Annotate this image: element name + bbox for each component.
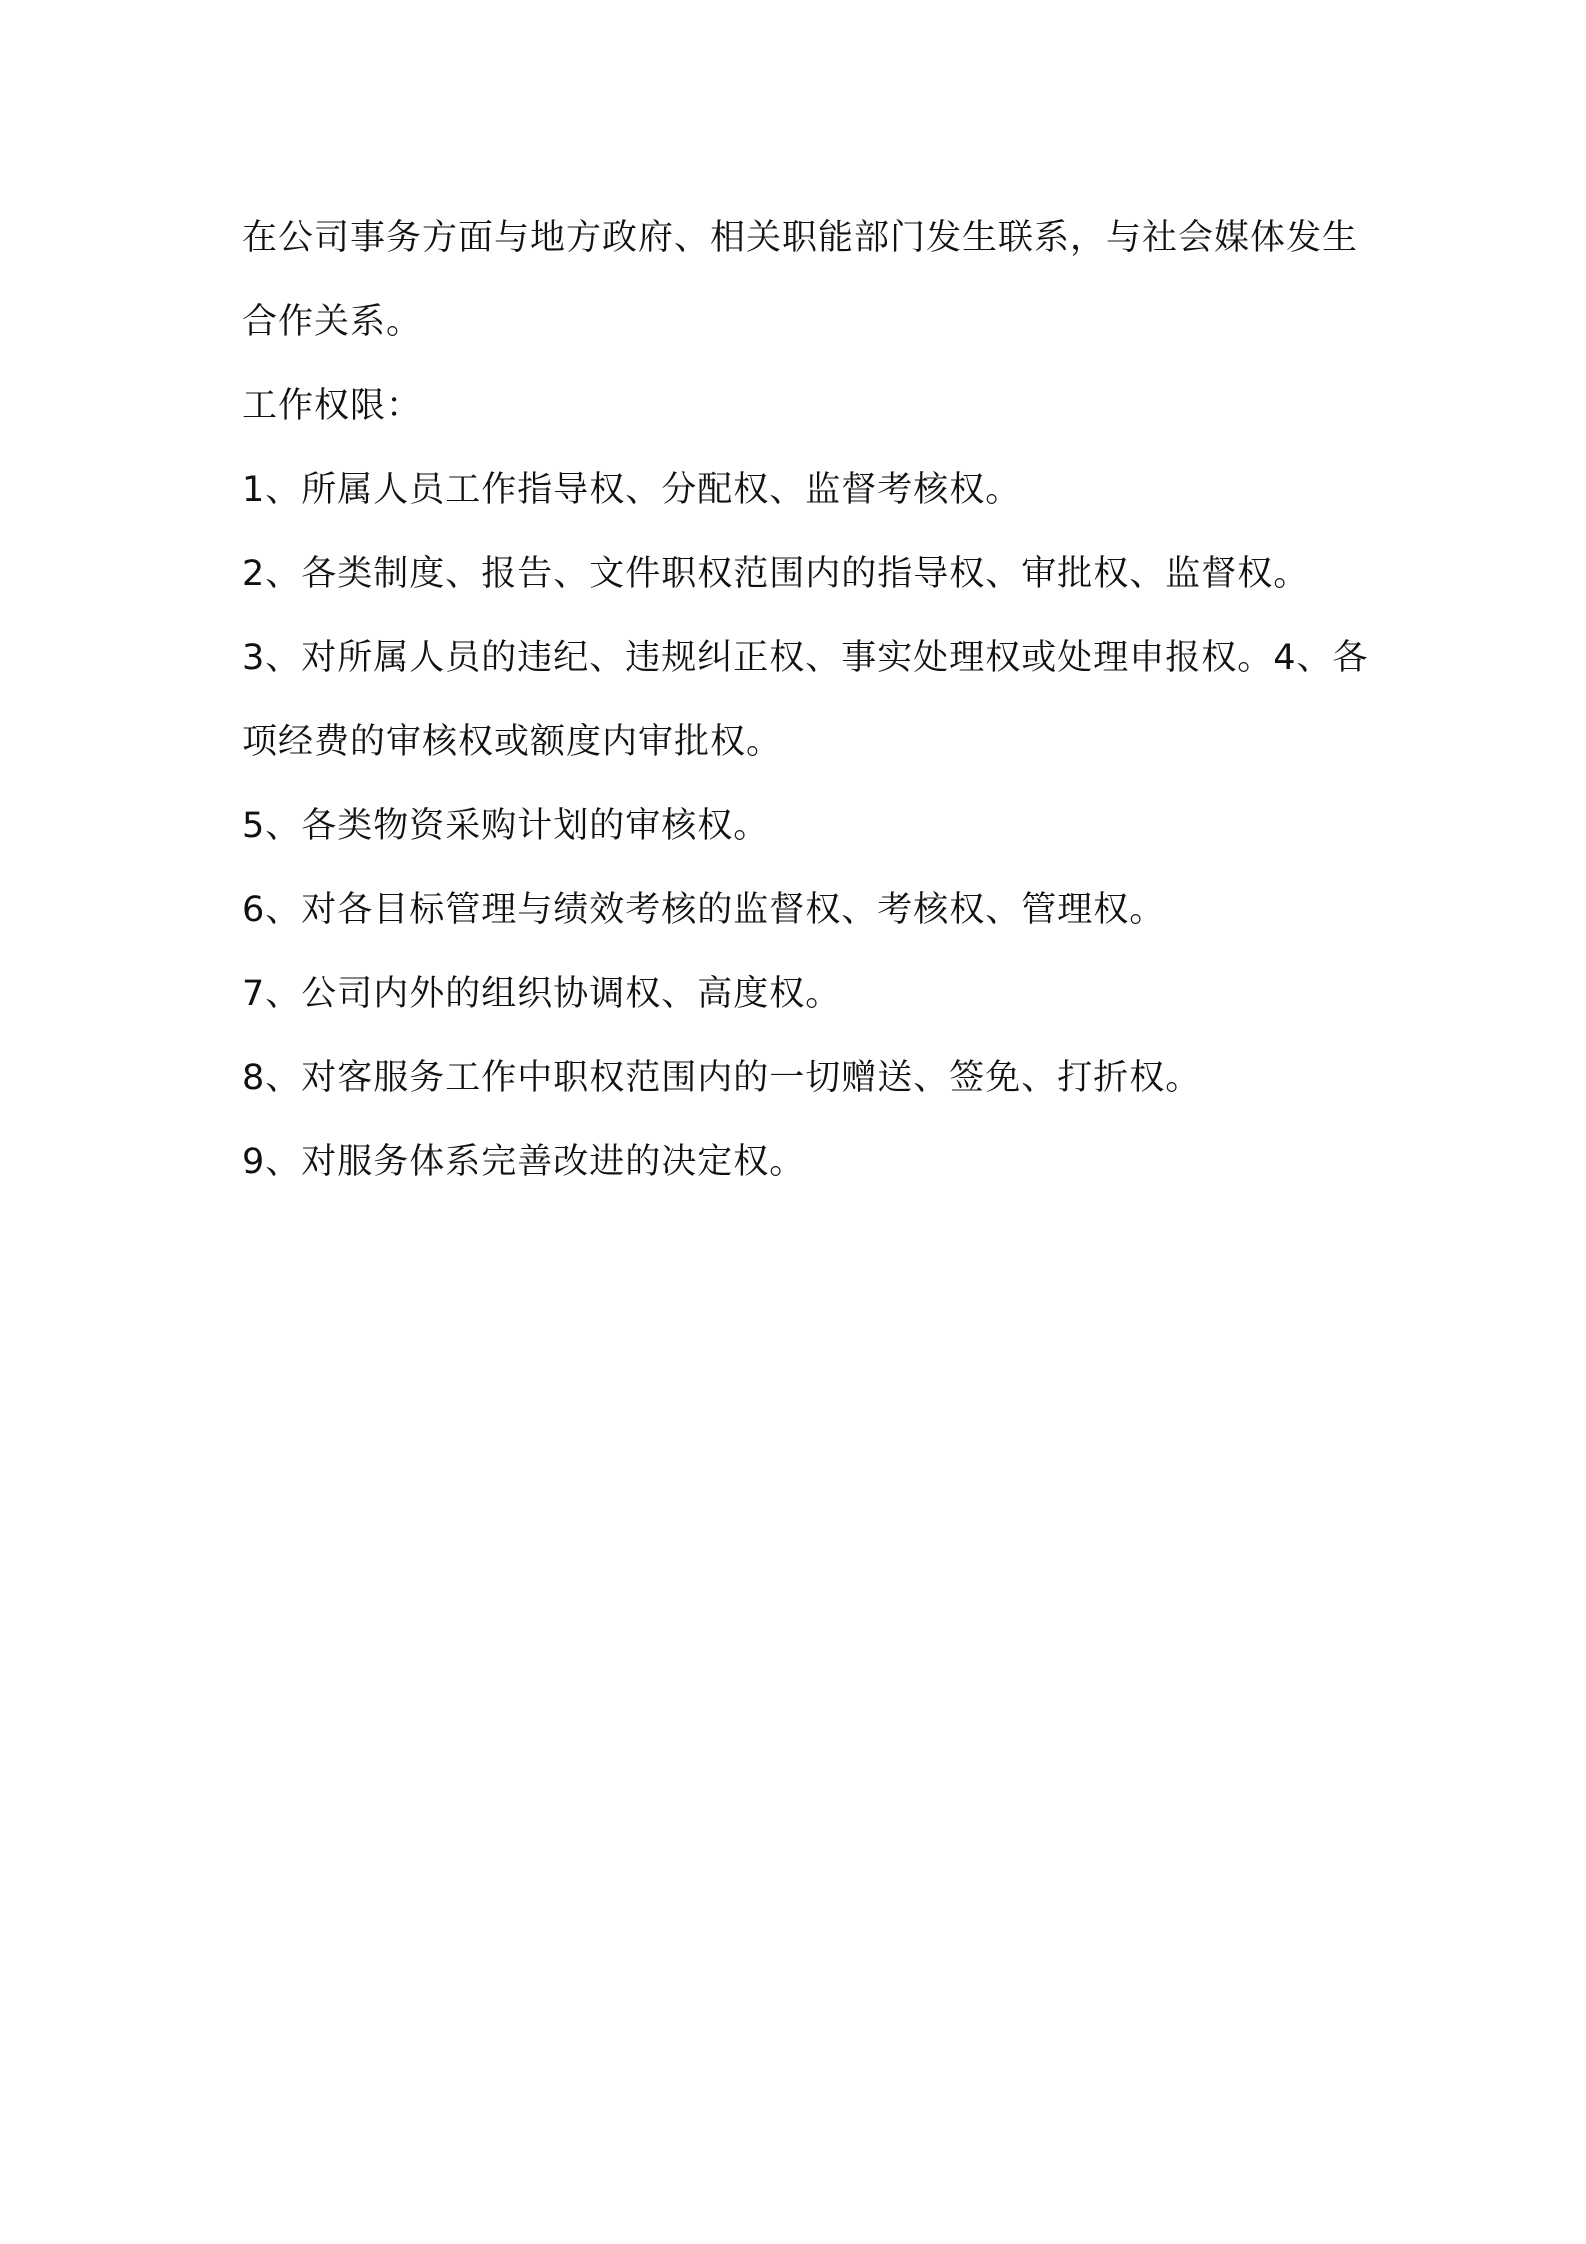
list-item: 2、各类制度、报告、文件职权范围内的指导权、审批权、监督权。 xyxy=(242,554,1310,594)
list-item: 6、对各目标管理与绩效考核的监督权、考核权、管理权。 xyxy=(242,890,1166,930)
list-item: 1、所属人员工作指导权、分配权、监督考核权。 xyxy=(242,470,1022,510)
list-item: 7、公司内外的组织协调权、高度权。 xyxy=(242,974,842,1014)
paragraph-intro: 在公司事务方面与地方政府、相关职能部门发生联系，与社会媒体发生合作关系。 xyxy=(242,218,1359,342)
list-item: 8、对客服务工作中职权范围内的一切赠送、签免、打折权。 xyxy=(242,1058,1202,1098)
document-body xyxy=(242,196,1372,1204)
list-item: 5、各类物资采购计划的审核权。 xyxy=(242,806,770,846)
list-item: 3、对所属人员的违纪、违规纠正权、事实处理权或处理申报权。4、各项经费的审核权或额度内审批权。 xyxy=(242,638,1369,762)
list-item: 9、对服务体系完善改进的决定权。 xyxy=(242,1142,806,1182)
section-heading: 工作权限： xyxy=(242,386,423,426)
